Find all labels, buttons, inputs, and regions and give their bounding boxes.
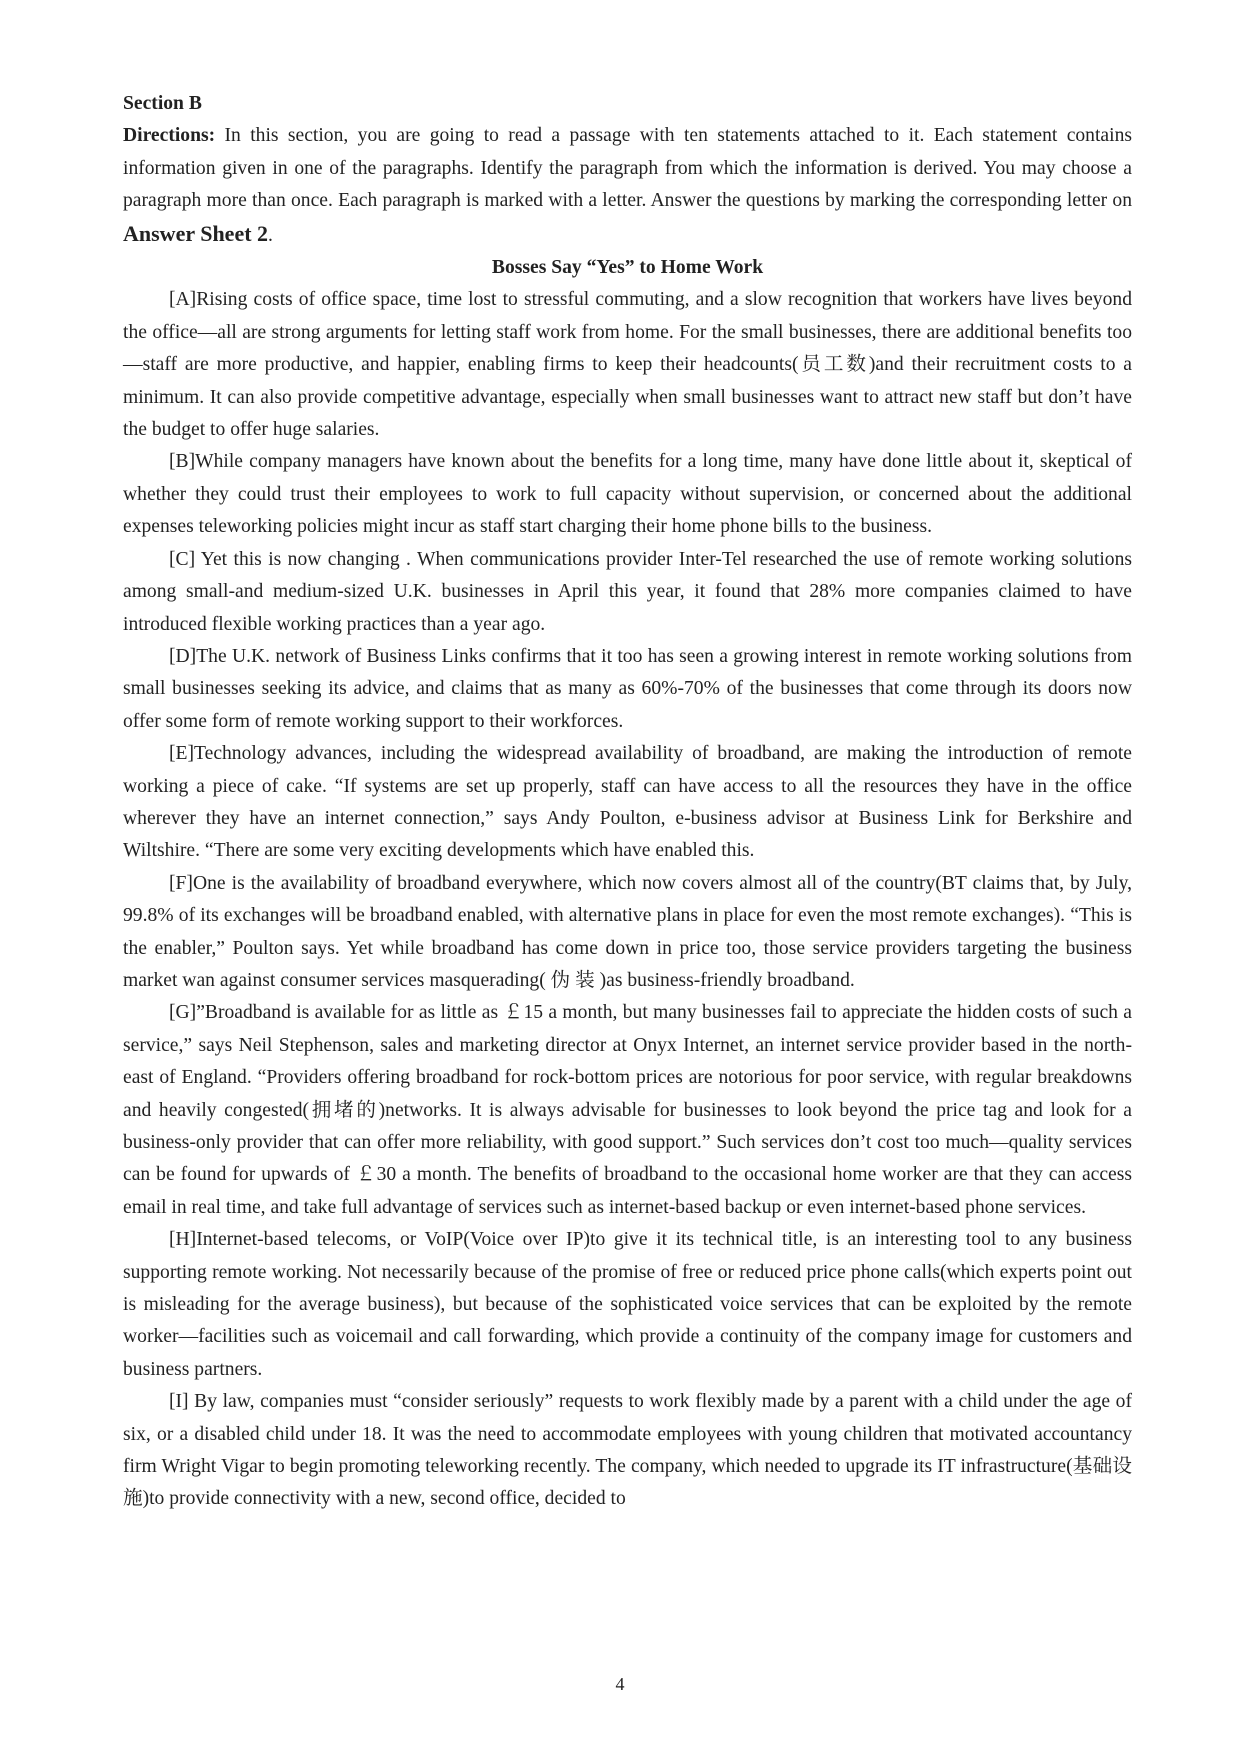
directions-end: . <box>268 224 273 246</box>
directions <box>123 120 1132 252</box>
passage-title: Bosses Say “Yes” to Home Work <box>491 257 764 279</box>
paragraph-i: [I] By law, companies must “consider seriously” requests to work flexibly made by a parent with a child under the age of six, or a disabled child under 18. It was the need to accommodate employees with young children that motivated accountancy firm Wright Vigar to begin promoting teleworking recently. The company, which needed to upgrade its IT infrastructure(基础设施)to provide connectivity with a new, second office, decided to <box>123 1391 1132 1510</box>
directions-label: Directions: <box>123 125 216 147</box>
section-heading: Section B <box>123 93 202 114</box>
paragraph-c: [C] Yet this is now changing . When communications provider Inter-Tel researched the use of remote working solutions among small-and medium-sized U.K. businesses in April this year, it found that 28% more companies claimed to have introduced flexible working practices than a year ago. <box>123 548 1132 635</box>
paragraph-d: [D]The U.K. network of Business Links confirms that it too has seen a growing interest in remote working solutions from small businesses seeking its advice, and claims that as many as 60%-70% of the businesses that come through its doors now offer some form of remote working support to their workforces. <box>123 645 1132 732</box>
paragraph-h: [H]Internet-based telecoms, or VoIP(Voice over IP)to give it its technical title, is an interesting tool to any business supporting remote working. Not necessarily because of the promise of free or reduced price phone calls(which experts point out is misleading for the average business), but because of the sophisticated voice services that can be exploited by the remote worker—facilities such as voicemail and call forwarding, which provide a continuity of the company image for customers and business partners. <box>123 1229 1132 1380</box>
paragraph-a: [A]Rising costs of office space, time lost to stressful commuting, and a slow recognition that workers have lives beyond the office—all are strong arguments for letting staff work from home. For the small businesses, there are additional benefits too—staff are more productive, and happier, enabling firms to keep their headcounts(员工数)and their recruitment costs to a minimum. It can also provide competitive advantage, especially when small businesses want to attract new staff but don’t have the budget to offer huge salaries. <box>123 289 1132 441</box>
document-page <box>123 88 1132 1516</box>
directions-text: In this section, you are going to read a passage with ten statements attached to it. Each statement contains information given in one of the paragraphs. Identify the paragraph from which the information is derived. You may choose a paragraph more than once. Each paragraph is marked with a letter. Answer the questions by marking the corresponding letter on <box>123 125 1132 212</box>
paragraph-g: [G]”Broadband is available for as little as ￡15 a month, but many businesses fail to appreciate the hidden costs of such a service,” says Neil Stephenson, sales and marketing director at Onyx Internet, an internet service provider based in the north-east of England. “Providers offering broadband for rock-bottom prices are notorious for poor service, with regular breakdowns and heavily congested(拥堵的)networks. It is always advisable for businesses to look beyond the price tag and look for a business-only provider that can offer more reliability, with good support.” Such services don’t cost too much—quality services can be found for upwards of ￡30 a month. The benefits of broadband to the occasional home worker are that they can access email in real time, and take full advantage of services such as internet-based backup or even internet-based phone services. <box>123 1002 1132 1218</box>
paragraph-f: [F]One is the availability of broadband everywhere, which now covers almost all of the country(BT claims that, by July, 99.8% of its exchanges will be broadband enabled, with alternative plans in place for even the most remote exchanges). “This is the enabler,” Poulton says. Yet while broadband has come down in price too, those service providers targeting the business market wan against consumer services masquerading( 伪 装 )as business-friendly broadband. <box>123 872 1132 991</box>
paragraph-e: [E]Technology advances, including the widespread availability of broadband, are making the introduction of remote working a piece of cake. “If systems are set up properly, staff can have access to all the resources they have in the office wherever they have an internet connection,” says Andy Poulton, e-business advisor at Business Link for Berkshire and Wiltshire. “There are some very exciting developments which have enabled this. <box>123 743 1132 862</box>
paragraph-b: [B]While company managers have known about the benefits for a long time, many have done little about it, skeptical of whether they could trust their employees to work to full capacity without supervision, or concerned about the additional expenses teleworking policies might incur as staff start charging their home phone bills to the business. <box>123 451 1132 538</box>
page-number: 4 <box>615 1674 625 1694</box>
answer-sheet-label: Answer Sheet 2 <box>123 220 269 246</box>
